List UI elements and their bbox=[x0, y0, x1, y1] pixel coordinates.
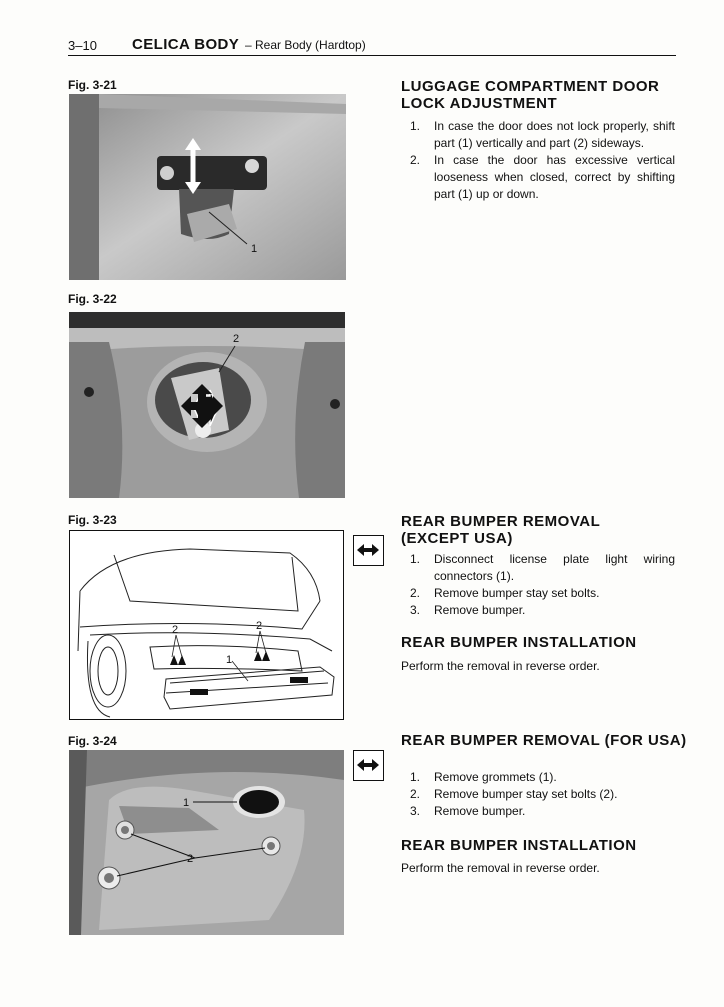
fig-3-24-callout-2: 2 bbox=[187, 853, 194, 865]
fig-3-22-label: Fig. 3-22 bbox=[68, 292, 117, 306]
section-heading-bumper-removal-usa: REAR BUMPER REMOVAL (FOR USA) bbox=[401, 732, 687, 749]
fig-3-24-photo bbox=[69, 750, 344, 935]
double-arrow-icon bbox=[353, 535, 384, 566]
list-item: 3. Remove bumper. bbox=[410, 804, 526, 818]
header-title: CELICA BODY bbox=[132, 36, 240, 53]
list-item: 2. Remove bumper stay set bolts (2). bbox=[410, 787, 618, 801]
fig-3-23-callout-2b: 2 bbox=[256, 620, 263, 632]
list-item: 1. Disconnect license plate light wiring connectors (1). bbox=[410, 552, 675, 583]
bumper-removal-except-usa-steps bbox=[401, 551, 675, 619]
bumper-installation-text-1: Perform the removal in reverse order. bbox=[401, 659, 600, 673]
section-heading-bumper-removal-except-usa: REAR BUMPER REMOVAL (EXCEPT USA) bbox=[401, 513, 601, 547]
list-item: 3. Remove bumper. bbox=[410, 603, 526, 617]
section-heading-luggage-lock: LUGGAGE COMPARTMENT DOOR LOCK ADJUSTMENT bbox=[401, 78, 660, 112]
list-item: 2. Remove bumper stay set bolts. bbox=[410, 586, 600, 600]
fig-3-21-label: Fig. 3-21 bbox=[68, 78, 117, 92]
fig-3-22-callout-2: 2 bbox=[233, 333, 240, 345]
fig-3-23-callout-1: 1 bbox=[226, 654, 233, 666]
list-item: 1. In case the door does not lock properly, shift part (1) vertically and part (2) sideways. bbox=[410, 119, 675, 150]
fig-3-24-label: Fig. 3-24 bbox=[68, 734, 117, 748]
fig-3-23-diagram bbox=[69, 530, 344, 720]
fig-3-21-callout-1: 1 bbox=[251, 243, 258, 255]
page-number: 3–10 bbox=[68, 38, 97, 53]
list-item: 2. In case the door has excessive vertical looseness when closed, correct by shifting part (1) up or down. bbox=[410, 153, 675, 201]
fig-3-22-photo bbox=[69, 312, 345, 498]
section-heading-bumper-installation-2: REAR BUMPER INSTALLATION bbox=[401, 837, 637, 854]
fig-3-23-callout-2a: 2 bbox=[172, 624, 179, 636]
bumper-removal-usa-steps bbox=[401, 769, 675, 820]
fig-3-24-callout-1: 1 bbox=[183, 797, 190, 809]
page-header bbox=[68, 34, 676, 56]
fig-3-23-label: Fig. 3-23 bbox=[68, 513, 117, 527]
double-arrow-icon bbox=[353, 750, 384, 781]
section-heading-bumper-installation-1: REAR BUMPER INSTALLATION bbox=[401, 634, 637, 651]
fig-3-21-photo bbox=[69, 94, 346, 280]
luggage-lock-steps bbox=[401, 118, 675, 203]
list-item: 1. Remove grommets (1). bbox=[410, 770, 557, 784]
bumper-installation-text-2: Perform the removal in reverse order. bbox=[401, 861, 600, 875]
header-subtitle: – Rear Body (Hardtop) bbox=[245, 38, 366, 52]
